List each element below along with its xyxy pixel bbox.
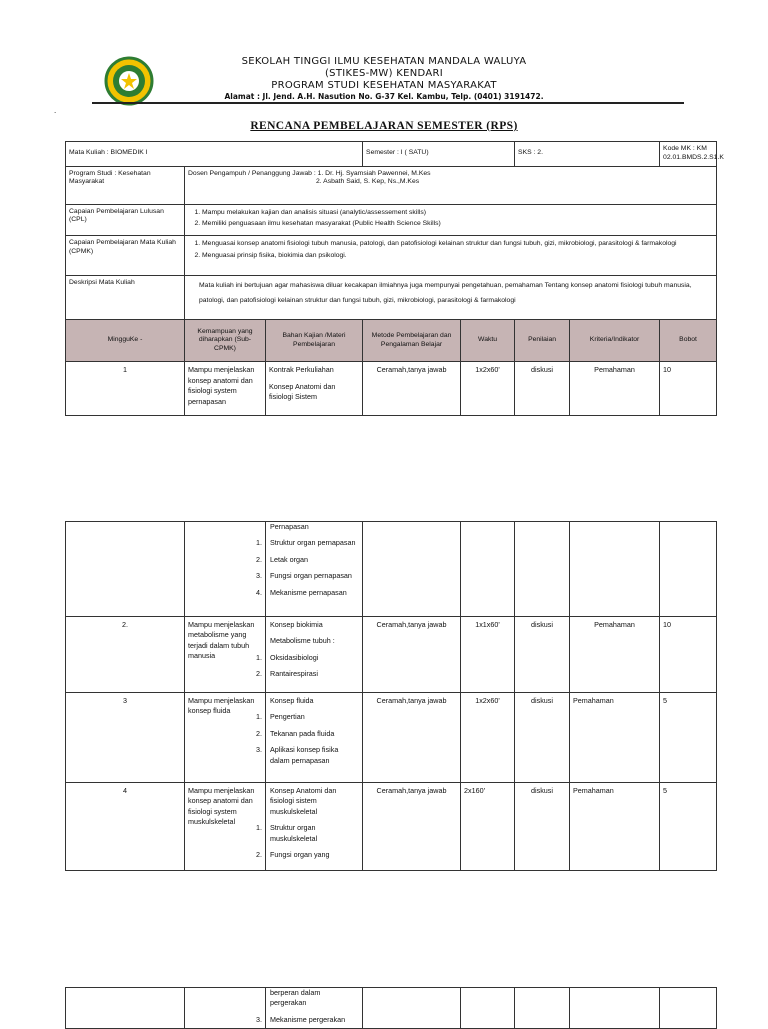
materi-line: pergerakan bbox=[270, 998, 307, 1008]
minggu-cell: 1 bbox=[66, 362, 185, 416]
col-header-kriteria: Kriteria/Indikator bbox=[570, 320, 660, 362]
kriteria-cell: Pemahaman bbox=[570, 362, 660, 416]
list-item: 2. Tekanan pada fluida bbox=[256, 728, 335, 738]
waktu-cell: 1x2x60' bbox=[461, 362, 515, 416]
list-item: 3. Mekanisme pergerakan bbox=[256, 1014, 346, 1024]
cpl-label: Capaian Pembelajaran Lulusan (CPL) bbox=[66, 204, 185, 236]
materi-cell bbox=[256, 522, 363, 617]
minggu-cell: 3 bbox=[66, 693, 185, 783]
materi-line: Konsep Anatomi dan fisiologi Sistem bbox=[269, 381, 336, 402]
list-item: 4. Mekanisme pernapasan bbox=[256, 587, 347, 597]
kemampuan-cell: Mampu menjelaskan konsep anatomi dan fisiologi system pernapasan bbox=[185, 362, 266, 416]
empty-cell bbox=[570, 522, 660, 617]
col-header-bobot: Bobot bbox=[660, 320, 717, 362]
empty-cell bbox=[461, 522, 515, 617]
kriteria-cell: Pemahaman bbox=[570, 617, 660, 693]
list-item: 1. Oksidasibiologi bbox=[256, 652, 319, 662]
cpl-cell bbox=[185, 204, 717, 236]
empty-cell bbox=[66, 522, 185, 617]
materi-line: Metabolisme tubuh : bbox=[270, 636, 335, 646]
list-item: 1. Pengertian bbox=[256, 712, 305, 722]
rps-table-page2 bbox=[65, 521, 717, 871]
bobot-cell: 10 bbox=[660, 362, 717, 416]
empty-cell bbox=[363, 522, 461, 617]
cpl-item: 1. Mampu melakukan kajian dan analisis situasi (analytic/assessement skills) bbox=[202, 209, 713, 218]
cpl-list bbox=[188, 209, 713, 230]
materi-cell bbox=[266, 362, 363, 416]
header-rule bbox=[92, 102, 684, 104]
materi-list bbox=[256, 652, 359, 680]
bobot-cell: 5 bbox=[660, 693, 717, 783]
empty-cell bbox=[570, 988, 660, 1029]
deskripsi-text: Mata kuliah ini bertujuan agar mahasiswa diluar kecakapan ilmiahnya juga mempunyai pengetahuan, pemahaman Tentang konsep anatomi fisiologi tubuh manusia, patologi, dan patofisiologi kelainan struktur dan fungsi tubuh, gizi, mikrobiologi, parasitologi & farmakologi bbox=[185, 276, 717, 320]
kriteria-cell: Pemahaman bbox=[570, 783, 660, 871]
institution-address: Alamat : Jl. Jend. A.H. Nasution No. G-37 Kel. Kambu, Telp. (0401) 3191472. bbox=[224, 92, 544, 101]
col-header-penilaian: Penilaian bbox=[515, 320, 570, 362]
dosen-1: 1. Dr. Hj. Syamsiah Pawennei, M.Kes bbox=[317, 169, 431, 177]
minggu-cell: 4 bbox=[66, 783, 185, 871]
metode-cell: Ceramah,tanya jawab bbox=[363, 693, 461, 783]
materi-list bbox=[256, 712, 359, 766]
empty-cell bbox=[363, 988, 461, 1029]
kemampuan-cell: Mampu menjelaskan konsep fluida bbox=[185, 693, 266, 783]
waktu-cell: 2x160' bbox=[461, 783, 515, 871]
cpmk-item: 2. Menguasai prinsip fisika, biokimia dan psikologi. bbox=[202, 252, 713, 261]
program-name: PROGRAM STUDI KESEHATAN MASYARAKAT bbox=[271, 80, 497, 91]
cpmk-cell bbox=[185, 236, 717, 276]
materi-line: Konsep fluida bbox=[270, 696, 314, 705]
kriteria-cell: Pemahaman bbox=[570, 693, 660, 783]
kemampuan-cell: Mampu menjelaskan metabolisme yang terjadi dalam tubuh manusia bbox=[185, 617, 266, 693]
cpmk-label: Capaian Pembelajaran Mata Kuliah (CPMK) bbox=[66, 236, 185, 276]
metode-cell: Ceramah,tanya jawab bbox=[363, 783, 461, 871]
materi-cell bbox=[256, 693, 363, 783]
prodi-cell: Program Studi : Kesehatan Masyarakat bbox=[66, 166, 185, 204]
list-item: 3. Fungsi organ pernapasan bbox=[256, 571, 352, 581]
table-row bbox=[66, 362, 717, 416]
list-item: 3. Aplikasi konsep fisika dalam pernapasan bbox=[256, 745, 339, 765]
materi-line: berperan dalam bbox=[270, 988, 321, 997]
rps-table-page3 bbox=[65, 987, 717, 1029]
list-item: 2. Fungsi organ yang bbox=[256, 850, 330, 860]
cpl-item: 2. Memiliki penguasaan ilmu kesehatan masyarakat (Public Health Science Skills) bbox=[202, 220, 713, 229]
waktu-cell: 1x2x60' bbox=[461, 693, 515, 783]
list-item: 1. Struktur organ pernapasan bbox=[256, 538, 356, 548]
minggu-cell: 2. bbox=[66, 617, 185, 693]
mata-kuliah-cell: Mata Kuliah : BIOMEDIK I bbox=[66, 142, 363, 167]
materi-cell bbox=[256, 988, 363, 1029]
table-row bbox=[66, 522, 717, 617]
institution-abbrev: (STIKES-MW) KENDARI bbox=[324, 68, 444, 79]
list-item: 1. Struktur organ muskulskeletal bbox=[256, 823, 318, 843]
empty-cell bbox=[66, 988, 185, 1029]
metode-cell: Ceramah,tanya jawab bbox=[363, 362, 461, 416]
penilaian-cell: diskusi bbox=[515, 693, 570, 783]
col-header-metode: Metode Pembelajaran dan Pengalaman Belajar bbox=[363, 320, 461, 362]
empty-cell bbox=[185, 522, 266, 617]
document-title: RENCANA PEMBELAJARAN SEMESTER (RPS) bbox=[250, 120, 518, 132]
bobot-cell: 5 bbox=[660, 783, 717, 871]
col-header-waktu: Waktu bbox=[461, 320, 515, 362]
table-row bbox=[66, 617, 717, 693]
col-header-kemampuan: Kemampuan yang diharapkan (Sub-CPMK) bbox=[185, 320, 266, 362]
col-header-minggu: MingguKe - bbox=[66, 320, 185, 362]
dosen-cell bbox=[185, 166, 717, 204]
materi-line: Konsep biokimia bbox=[270, 620, 323, 629]
empty-cell bbox=[461, 988, 515, 1029]
empty-cell bbox=[515, 988, 570, 1029]
sks-cell: SKS : 2. bbox=[515, 142, 660, 167]
metode-cell: Ceramah,tanya jawab bbox=[363, 617, 461, 693]
table-row bbox=[66, 988, 717, 1029]
empty-cell bbox=[515, 522, 570, 617]
waktu-cell: 1x1x60' bbox=[461, 617, 515, 693]
materi-line: Kontrak Perkuliahan bbox=[269, 365, 334, 375]
materi-list bbox=[256, 823, 359, 860]
table-row bbox=[66, 693, 717, 783]
materi-cell bbox=[256, 617, 363, 693]
list-item: 2. Rantairespirasi bbox=[256, 669, 318, 679]
cpmk-item: 1. Menguasai konsep anatomi fisiologi tubuh manusia, patologi, dan patofisiologi kelainan struktur dan fungsi tubuh, gizi, mikrobiologi, parasitologi & farmakologi bbox=[202, 240, 713, 249]
kemampuan-cell: Mampu menjelaskan konsep anatomi dan fisiologi system muskulskeletal bbox=[185, 783, 266, 871]
cpmk-list bbox=[188, 240, 713, 261]
penilaian-cell: diskusi bbox=[515, 617, 570, 693]
dosen-2: 2. Asbath Said, S. Kep, Ns.,M.Kes bbox=[316, 178, 420, 186]
rps-table-page1 bbox=[65, 141, 724, 416]
deskripsi-label: Deskripsi Mata Kuliah bbox=[66, 276, 185, 320]
stray-mark: . bbox=[54, 106, 57, 115]
semester-cell: Semester : I ( SATU) bbox=[363, 142, 515, 167]
dosen-label: Dosen Pengampuh / Penanggung Jawab : bbox=[188, 169, 316, 177]
materi-line: Pernapasan bbox=[270, 522, 309, 531]
kode-mk-cell: Kode MK : KM 02.01.BMDS.2.S1.K bbox=[660, 142, 717, 167]
col-header-materi: Bahan Kajian /Materi Pembelajaran bbox=[266, 320, 363, 362]
empty-cell bbox=[660, 522, 717, 617]
institution-name: SEKOLAH TINGGI ILMU KESEHATAN MANDALA WALUYA bbox=[241, 56, 527, 67]
penilaian-cell: diskusi bbox=[515, 362, 570, 416]
empty-cell bbox=[185, 988, 266, 1029]
list-item: 2. Letak organ bbox=[256, 554, 308, 564]
penilaian-cell: diskusi bbox=[515, 783, 570, 871]
materi-line: Konsep Anatomi dan fisiologi sistem muskulskeletal bbox=[270, 786, 337, 816]
table-row bbox=[66, 783, 717, 871]
materi-list bbox=[256, 538, 359, 598]
empty-cell bbox=[660, 988, 717, 1029]
bobot-cell: 10 bbox=[660, 617, 717, 693]
materi-cell bbox=[256, 783, 363, 871]
